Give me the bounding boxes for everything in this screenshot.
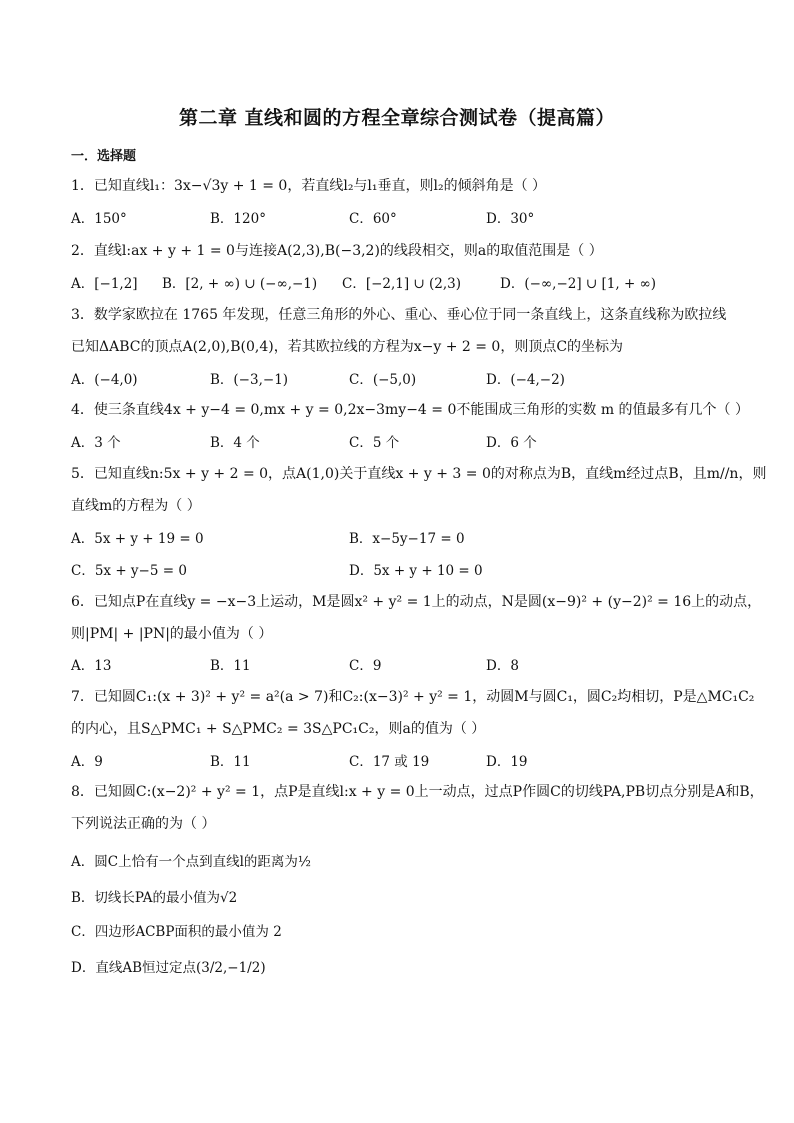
q7-option-b: B．11 [210,754,251,770]
q4-option-a: A．3 个 [71,435,121,451]
q4-option-b: B．4 个 [210,435,260,451]
q4-option-c: C．5 个 [349,435,400,451]
q1-option-c: C．60° [349,211,397,227]
q5-option-a: A．5x + y + 19 = 0 [71,531,204,547]
q5-option-c: C．5x + y−5 = 0 [71,563,187,579]
q2-option-d: D．(−∞,−2] ∪ [1, + ∞) [500,276,657,292]
question-8-stem-line1: 8．已知圆C:(x−2)² + y² = 1，点P是直线l:x + y = 0上一动点，过点P作圆C的切线PA,PB切点分别是A和B， [71,784,764,800]
q4-option-d: D．6 个 [486,435,537,451]
q2-option-c: C．[−2,1] ∪ (2,3) [342,276,462,292]
question-7-stem-line1: 7．已知圆C₁:(x + 3)² + y² = a²(a > 7)和C₂:(x−3)² + y² = 1，动圆M与圆C₁，圆C₂均相切，P是△MC₁C₂ [71,689,755,705]
q1-option-d: D．30° [486,211,535,227]
document-title: 第二章 直线和圆的方程全章综合测试卷（提高篇） [178,107,616,129]
question-6-stem-line1: 6．已知点P在直线y = −x−3上运动，M是圆x² + y² = 1上的动点，N是圆(x−9)² + (y−2)² = 16上的动点， [71,594,762,610]
q2-option-a: A．[−1,2] [71,276,138,292]
q6-option-c: C．9 [349,658,382,674]
q5-option-b: B．x−5y−17 = 0 [349,531,465,547]
question-5-stem-line1: 5．已知直线n:5x + y + 2 = 0，点A(1,0)关于直线x + y + 3 = 0的对称点为B，直线m经过点B，且m//n，则 [71,466,767,482]
q7-option-a: A．9 [71,754,103,770]
question-5-stem-line2: 直线m的方程为（ ） [71,498,201,514]
question-8-stem-line2: 下列说法正确的为（ ） [71,816,216,832]
q3-option-c: C．(−5,0) [349,372,417,388]
q3-option-b: B．(−3,−1) [210,372,289,388]
q7-option-d: D．19 [486,754,528,770]
question-7-stem-line2: 的内心，且S△PMC₁ + S△PMC₂ = 3S△PC₁C₂，则a的值为（ ） [71,721,486,737]
q8-option-b: B．切线长PA的最小值为√2 [71,890,238,906]
q1-option-a: A．150° [71,211,127,227]
question-1-stem: 1．已知直线l₁：3x−√3y + 1 = 0，若直线l₂与l₁垂直，则l₂的倾斜角是（ ） [71,178,547,194]
q8-option-c: C．四边形ACBP面积的最小值为 2 [71,924,282,940]
q8-option-d: D．直线AB恒过定点(3/2,−1/2) [71,960,266,976]
q7-option-c: C．17 或 19 [349,754,430,770]
q2-option-b: B．[2, + ∞) ∪ (−∞,−1) [162,276,318,292]
question-2-stem: 2．直线l:ax + y + 1 = 0与连接A(2,3),B(−3,2)的线段相交，则a的取值范围是（ ） [71,243,603,259]
question-3-stem-line1: 3．数学家欧拉在 1765 年发现，任意三角形的外心、重心、垂心位于同一条直线上，这条直线称为欧拉线 [71,307,727,323]
q1-option-b: B．120° [210,211,266,227]
q5-option-d: D．5x + y + 10 = 0 [349,563,483,579]
q3-option-d: D．(−4,−2) [486,372,565,388]
q6-option-d: D．8 [486,658,519,674]
question-4-stem: 4．使三条直线4x + y−4 = 0,mx + y = 0,2x−3my−4 = 0不能围成三角形的实数 m 的值最多有几个（ ） [71,402,750,418]
question-3-stem-line2: 已知ΔABC的顶点A(2,0),B(0,4)，若其欧拉线的方程为x−y + 2 = 0，则顶点C的坐标为 [71,339,624,355]
question-6-stem-line2: 则|PM| + |PN|的最小值为（ ） [71,626,273,642]
section-heading: 一．选择题 [71,149,137,164]
q6-option-b: B．11 [210,658,251,674]
q8-option-a: A．圆C上恰有一个点到直线l的距离为½ [71,854,311,870]
q3-option-a: A．(−4,0) [71,372,138,388]
q6-option-a: A．13 [71,658,112,674]
